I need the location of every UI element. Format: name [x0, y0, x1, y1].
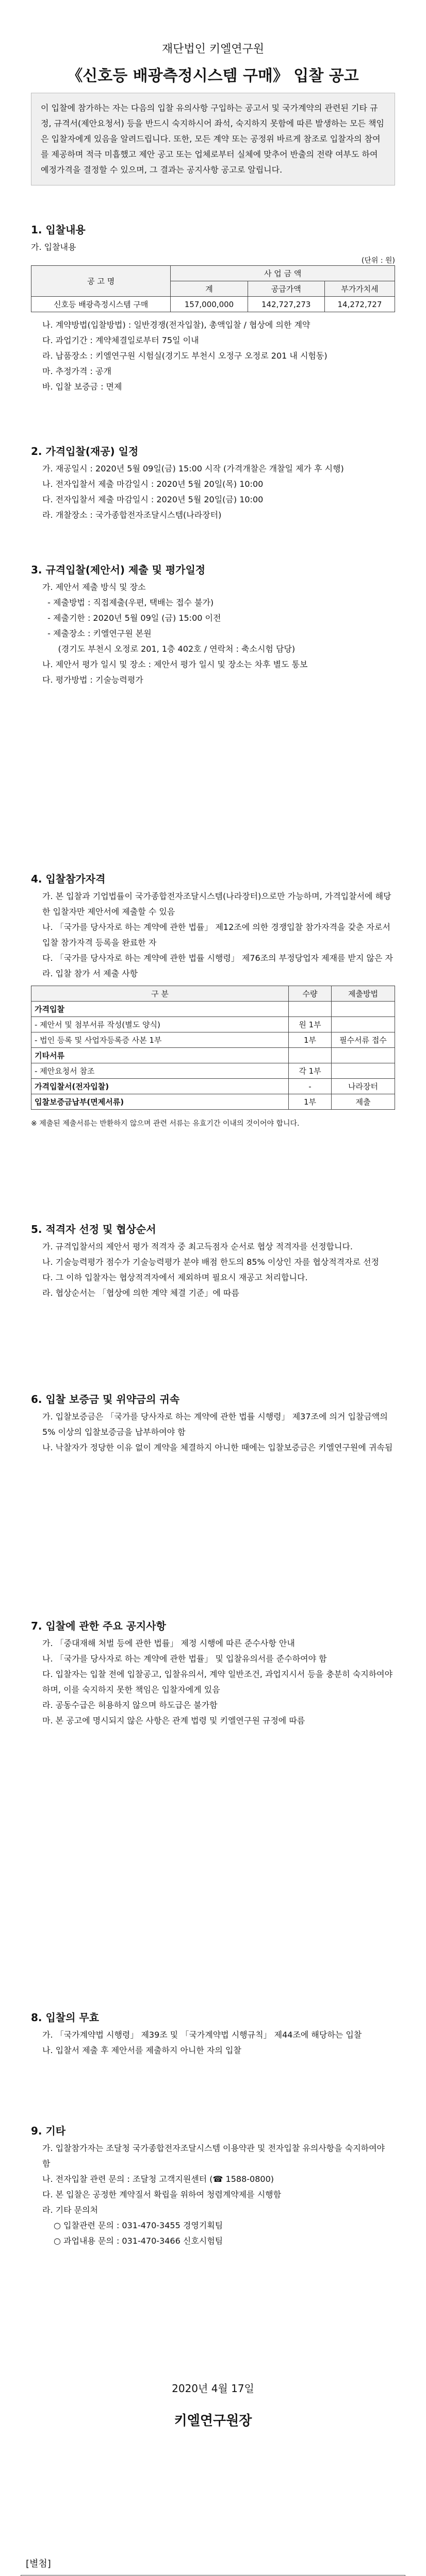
list-item: 라. 공동수급은 허용하지 않으며 하도급은 불가함 [42, 1700, 218, 1710]
section-heading: 5. 적격자 선정 및 협상순서 [31, 1223, 156, 1235]
list-item: 다. 과업기간 : 계약체결일로부터 75일 이내 [42, 335, 199, 345]
cell [332, 1017, 395, 1032]
col-supply: 공급가액 [248, 281, 324, 297]
bid-amount-table [31, 265, 395, 312]
table-row [31, 297, 395, 312]
col-project-amount: 사 업 금 액 [171, 266, 395, 281]
section-notices [31, 1618, 395, 1728]
list-item: 가. 재공일시 : 2020년 5월 09일(금) 15:00 시작 (가격개찰은 개찰일 제가 후 시행) [42, 464, 344, 473]
section-heading: 4. 입찰참가자격 [31, 873, 106, 885]
contact-item: ○ 과업내용 문의 : 031-470-3466 신호시험팀 [54, 2236, 223, 2246]
section-heading: 1. 입찰내용 [31, 224, 86, 236]
cell-supply: 142,727,273 [248, 297, 324, 312]
table-row [31, 1002, 395, 1017]
table-row [31, 1094, 395, 1110]
notice-title: 《신호등 배광측정시스템 구매》 입찰 공고 [67, 67, 359, 85]
table-note: ※ 제출된 제출서류는 반환하지 않으며 관련 서류는 유효기간 이내의 것이어야 합니다. [31, 1120, 300, 1128]
organization-name: 재단법인 키엘연구원 [161, 43, 265, 56]
list-item: 나. 전자입찰서 제출 마감일시 : 2020년 5월 20일(목) 10:00 [42, 479, 264, 489]
list-item: 라. 개찰장소 : 국가종합전자조달시스템(나라장터) [42, 510, 222, 520]
table-row [31, 1017, 395, 1032]
section-heading: 9. 기타 [31, 2125, 66, 2137]
section-heading: 7. 입찰에 관한 주요 공지사항 [31, 1620, 166, 1632]
list-item: 나. 낙찰자가 정당한 이유 없이 계약을 체결하지 아니한 때에는 입찰보증금은 키엘연구원에 귀속됨 [42, 1443, 393, 1452]
col-notice-name: 공 고 명 [31, 266, 171, 297]
list-item: 다. 전자입찰서 제출 마감일시 : 2020년 5월 20일(금) 10:00 [42, 495, 264, 504]
list-item: 가. 본 입찰과 기업법률이 국가종합전자조달시스템(나라장터)으로만 가능하며, 가격입찰서에 해당한 입찰자만 제안서에 제출할 수 있음 [42, 891, 391, 917]
list-item: 가. 「중대재해 처벌 등에 관한 법률」 제정 시행에 따른 준수사항 안내 [42, 1638, 295, 1648]
list-item: 나. 계약방법(입찰방법) : 일반경쟁(전자입찰), 총액입찰 / 협상에 의한 계약 [42, 320, 310, 330]
col-total: 계 [171, 281, 248, 297]
list-item: 바. 입찰 보증금 : 면제 [42, 382, 122, 392]
list-item: - 제출방법 : 직접제출(우편, 택배는 접수 불가) [42, 598, 214, 607]
list-item: 다. 입찰자는 입찰 전에 입찰공고, 입찰유의서, 계약 일반조건, 과업지시서 등을 충분히 숙지하여야 하며, 이를 숙지하지 못한 책임은 입찰자에게 있음 [42, 1669, 396, 1694]
signer-name: 키엘연구원장 [174, 2413, 252, 2429]
cell: 기타서류 [31, 1048, 289, 1063]
list-item: 다. 평가방법 : 기술능력평가 [42, 675, 143, 685]
list-item: 마. 본 공고에 명시되지 않은 사항은 관계 법령 및 키엘연구원 규정에 따름 [42, 1716, 305, 1725]
col-qty: 수량 [289, 986, 332, 1002]
section-negotiation [31, 1221, 395, 1301]
notice-date: 2020년 4월 17일 [172, 2382, 254, 2395]
list-item: - 제출장소 : 키엘연구원 본원 [42, 629, 152, 638]
intro-notice: 이 입찰에 참가하는 자는 다음의 입찰 유의사항 구입하는 공고서 및 국가계약의 관련된 기타 규정, 규격서(제안요청서) 등을 반드시 숙지하시어 좌석, 숙지하지 못함에 따른 발생하는 모든 책임은 입찰자에게 있음을 알려드립니다. 또한, 모든 계약 또는 공정위 바르게 참조로 입찰자의 참여를 제공하며 적극 미흡했고 제안 공고 또는 업체로부터 실체에 맞추어 반출의 전략 여부도 하여 예정가격을 결정할 수 있으며, 그 결과는 공지사항 공고로 알립니다. [31, 93, 395, 185]
list-item: 나. 제안서 평가 일시 및 장소 : 제안서 평가 일시 및 장소는 차후 별도 통보 [42, 659, 308, 669]
cell: 1부 [289, 1094, 332, 1110]
list-item: 나. 전자입찰 관련 문의 : 조달청 고객지원센터 (☎ 1588-0800) [42, 2174, 274, 2184]
col-method: 제출방법 [332, 986, 395, 1002]
section-heading: 3. 규격입찰(제안서) 제출 및 평가일정 [31, 564, 206, 576]
cell: 각 1부 [289, 1063, 332, 1079]
cell: - 제안요청서 참조 [31, 1063, 289, 1079]
list-item: 가. 입찰보증금은 「국가를 당사자로 하는 계약에 관한 법률 시행령」 제37조에 의거 입찰금액의 5% 이상의 입찰보증금을 납부하여야 함 [42, 1412, 390, 1437]
list-item: 가. 제안서 제출 방식 및 장소 [42, 582, 146, 592]
col-item: 구 분 [31, 986, 289, 1002]
submission-table [31, 986, 395, 1110]
section-eligibility [31, 871, 395, 1138]
table-row [31, 1063, 395, 1079]
section-heading: 8. 입찰의 무효 [31, 2011, 100, 2024]
section-invalid-bid [31, 2009, 395, 2058]
cell: 1부 [289, 1032, 332, 1048]
cell: 필수서류 접수 [332, 1032, 395, 1048]
section-etc [31, 2123, 395, 2249]
list-item: 마. 추정가격 : 공개 [42, 366, 111, 376]
cell-total: 157,000,000 [171, 297, 248, 312]
cell [332, 1002, 395, 1017]
list-item: 나. 입찰서 제출 후 제안서를 제출하지 아니한 자의 입찰 [42, 2045, 241, 2055]
cell-vat: 14,272,727 [324, 297, 395, 312]
cell: 가격입찰 [31, 1002, 289, 1017]
list-item: 라. 기타 문의처 [42, 2205, 98, 2215]
cell: 가격입찰서(전자입찰) [31, 1079, 289, 1094]
section-deposit [31, 1391, 395, 1455]
cell: 입찰보증금납부(면제서류) [31, 1094, 289, 1110]
subheading: 가. 입찰내용 [31, 242, 76, 252]
cell: 원 1부 [289, 1017, 332, 1032]
cell: 나라장터 [332, 1079, 395, 1094]
cell: - [289, 1079, 332, 1094]
list-item: - 제출기한 : 2020년 5월 09일 (금) 15:00 이전 [42, 613, 221, 623]
cell: 제출 [332, 1094, 395, 1110]
unit-label: (단위 : 원) [361, 257, 395, 265]
table-row [31, 1048, 395, 1063]
cell [332, 1048, 395, 1063]
list-item: 라. 납품장소 : 키엘연구원 시험실(경기도 부천시 오정구 오정로 201 내 시험동) [42, 351, 327, 361]
cell [289, 1048, 332, 1063]
cell: - 제안서 및 첨부서류 작성(별도 양식) [31, 1017, 289, 1032]
list-item: 다. 「국가를 당사자로 하는 계약에 관한 법률 시행령」 제76조의 부정당업자 제재를 받지 않은 자 [42, 953, 393, 963]
list-item: 가. 「국가계약법 시행령」 제39조 및 「국가계약법 시행규칙」 제44조에 해당하는 입찰 [42, 2030, 362, 2040]
contact-item: ○ 입찰관련 문의 : 031-470-3455 경영기획팀 [54, 2221, 223, 2230]
section-proposal-schedule [31, 562, 395, 688]
cell [332, 1063, 395, 1079]
list-item: 가. 입찰참가자는 조달청 국가종합전자조달시스템 이용약관 및 전자입찰 유의사항을 숙지하여야 함 [42, 2143, 388, 2168]
list-item: 나. 「국가를 당사자로 하는 계약에 관한 법률」 제12조에 의한 경쟁입찰 참가자격을 갖춘 자로서 입찰 참가자격 등록을 완료한 자 [42, 922, 393, 947]
col-vat: 부가가치세 [324, 281, 395, 297]
annex-label: [별첨] [26, 2558, 51, 2569]
list-item: 나. 「국가를 당사자로 하는 계약에 관한 법률」 및 입찰유의서를 준수하여야 함 [42, 1654, 327, 1664]
list-item: 다. 본 입찰은 공정한 계약질서 확립을 위하여 청렴계약제를 시행함 [42, 2190, 282, 2199]
cell [289, 1002, 332, 1017]
list-item: 다. 그 이하 입찰자는 협상적격자에서 제외하며 필요시 재공고 처리합니다. [42, 1273, 308, 1282]
table-row [31, 1079, 395, 1094]
list-item: (경기도 부천시 오정로 201, 1층 402호 / 연락처 : 축소시험 담당) [42, 644, 296, 654]
list-item: 가. 규격입찰서의 제안서 평가 적격자 중 최고득점자 순서로 협상 적격자를 선정합니다. [42, 1242, 353, 1251]
section-bid-schedule [31, 443, 395, 523]
section-bid-content [31, 222, 395, 395]
list-item: 나. 기술능력평가 점수가 기술능력평가 분야 배점 한도의 85% 이상인 자를 협상적격자로 선정 [42, 1257, 380, 1267]
cell-name: 신호등 배광측정시스템 구매 [31, 297, 171, 312]
section-heading: 6. 입찰 보증금 및 위약금의 귀속 [31, 1393, 180, 1405]
table-row [31, 1032, 395, 1048]
list-item: 라. 협상순서는 「협상에 의한 계약 체결 기준」에 따름 [42, 1288, 239, 1298]
section-heading: 2. 가격입찰(재공) 일정 [31, 445, 139, 457]
list-item: 라. 입찰 참가 서 제출 사항 [42, 969, 138, 978]
cell: - 법인 등록 및 사업자등록증 사본 1부 [31, 1032, 289, 1048]
